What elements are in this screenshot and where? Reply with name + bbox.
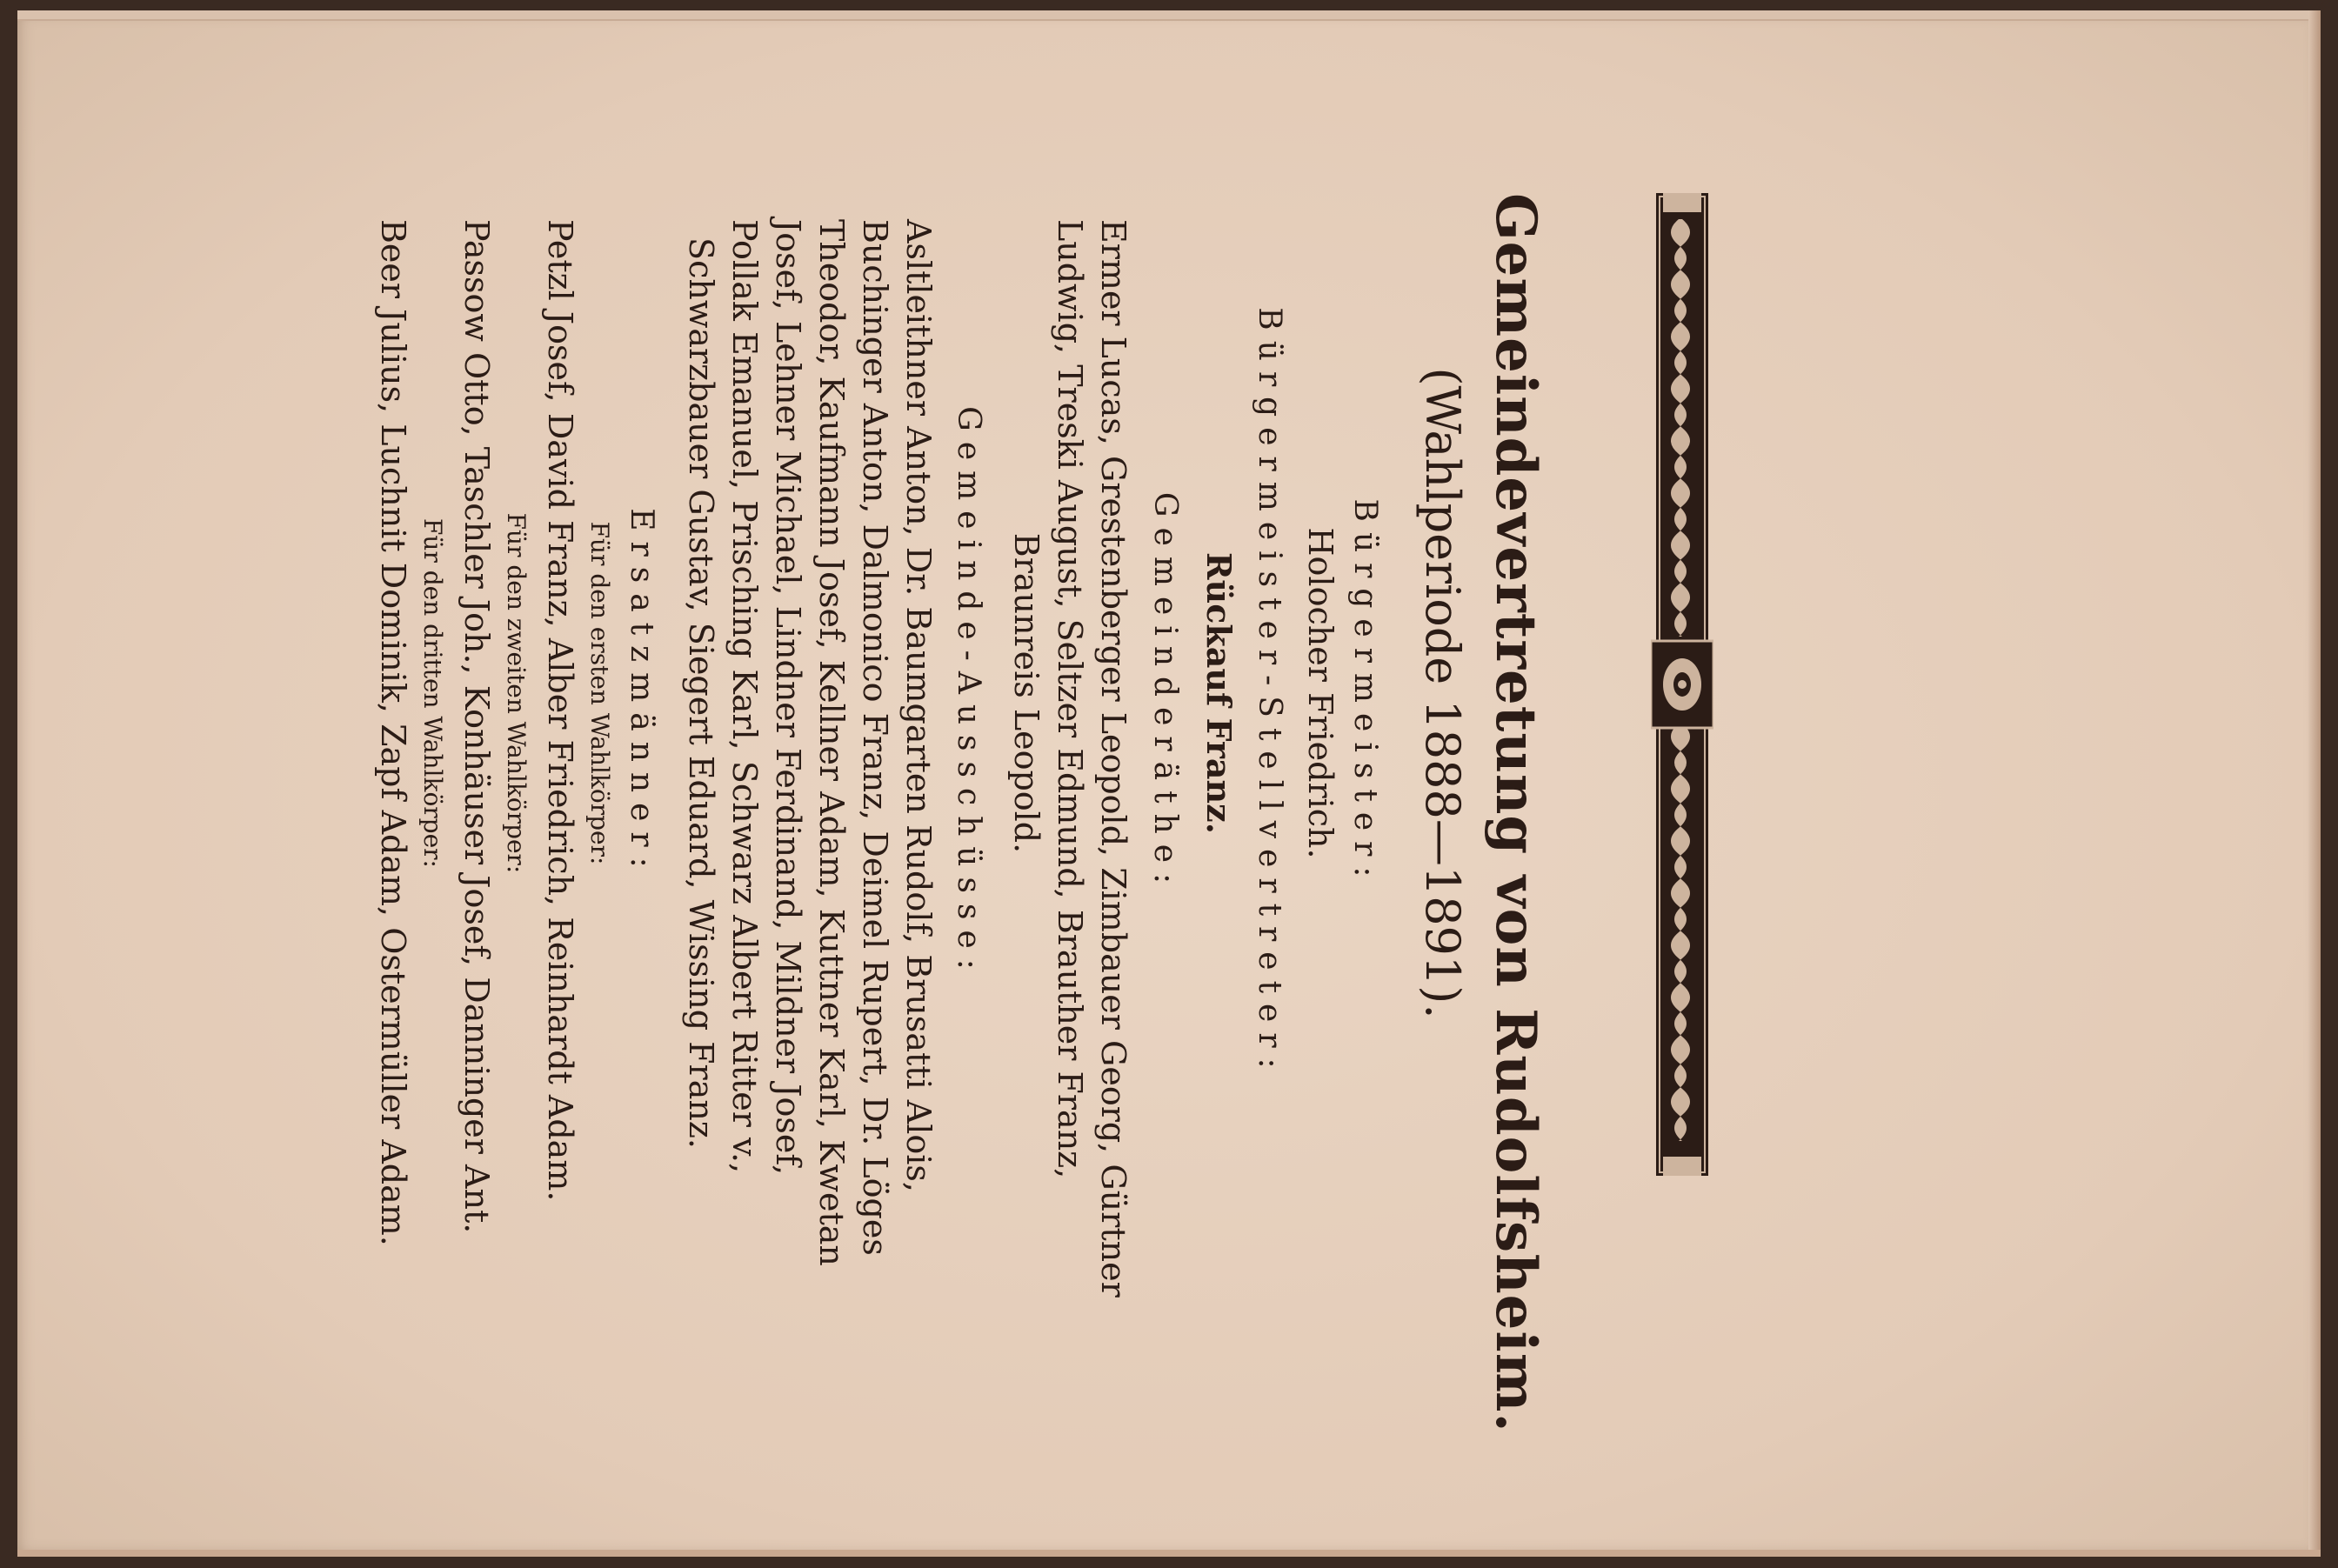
heading-stellvertreter: Bürgermeister-Stellvertreter: (1252, 307, 1287, 1079)
heading-ersatzmaenner: Ersatzmänner: (624, 508, 659, 878)
ausschuesse-line: Asltleithner Anton, Dr. Baumgarten Rudolf, Brusatti Alois, (899, 219, 938, 1192)
ersatz-group-line: Passow Otto, Taschler Joh., Konhäuser Josef, Danninger Ant. (458, 219, 496, 1234)
ausschuesse-line: Schwarzbauer Gustav, Siegert Eduard, Wissing Franz. (682, 237, 720, 1149)
ersatz-group-label: Für den dritten Wahlkörper: (418, 518, 447, 868)
ersatz-group-label: Für den zweiten Wahlkörper: (502, 512, 531, 874)
page-title: Gemeindevertretung von Rudolfsheim. (1483, 193, 1548, 1433)
page-right-edge (2308, 10, 2321, 1557)
ersatz-group-label: Für den ersten Wahlkörper: (585, 521, 614, 865)
ausschuesse-line: Theodor, Kaufmann Josef, Kellner Adam, Kuttner Karl, Kwetan (812, 219, 851, 1266)
gemeinderaethe-line: Ludwig, Treski August, Seltzer Edmund, Brauther Franz, (1051, 219, 1089, 1179)
ausschuesse-line: Pollak Emanuel, Prisching Karl, Schwarz Albert Ritter v., (725, 219, 764, 1174)
decorative-ornament-band (1651, 193, 1713, 1176)
name-buergermeister: Holocher Friedrich. (1301, 527, 1339, 859)
gemeinderaethe-line: Ermer Lucas, Grestenberger Leopold, Zimbauer Georg, Gürtner (1094, 219, 1132, 1298)
ersatz-group-line: Beer Julius, Luchnit Dominik, Zapf Adam, Ostermüller Adam. (374, 219, 412, 1246)
gemeinderaethe-line: Braunreis Leopold. (1007, 532, 1045, 854)
page-subtitle: (Wahlperiode 1888—1891). (1415, 367, 1470, 1019)
page-bottom-edge (17, 1550, 2321, 1557)
heading-gemeinderaethe: Gemeinderäthe: (1147, 491, 1183, 895)
page-top-edge (17, 10, 2321, 21)
ornament-icon (1651, 193, 1713, 1176)
heading-buergermeister: Bürgermeister: (1347, 498, 1383, 888)
name-stellvertreter: Rückauf Franz. (1199, 552, 1239, 834)
ausschuesse-line: Buchinger Anton, Dalmonico Franz, Deimel Rupert, Dr. Löges (856, 219, 894, 1256)
rotated-content (348, 193, 1713, 1433)
ersatz-group-line: Petzl Josef, David Franz, Alber Friedrich, Reinhardt Adam. (541, 219, 579, 1202)
heading-ausschuesse: Gemeinde-Ausschüsse: (951, 406, 986, 980)
book-page (17, 10, 2321, 1557)
ausschuesse-line: Josef, Lehner Michael, Lindner Ferdinand, Mildner Josef, (769, 219, 807, 1176)
